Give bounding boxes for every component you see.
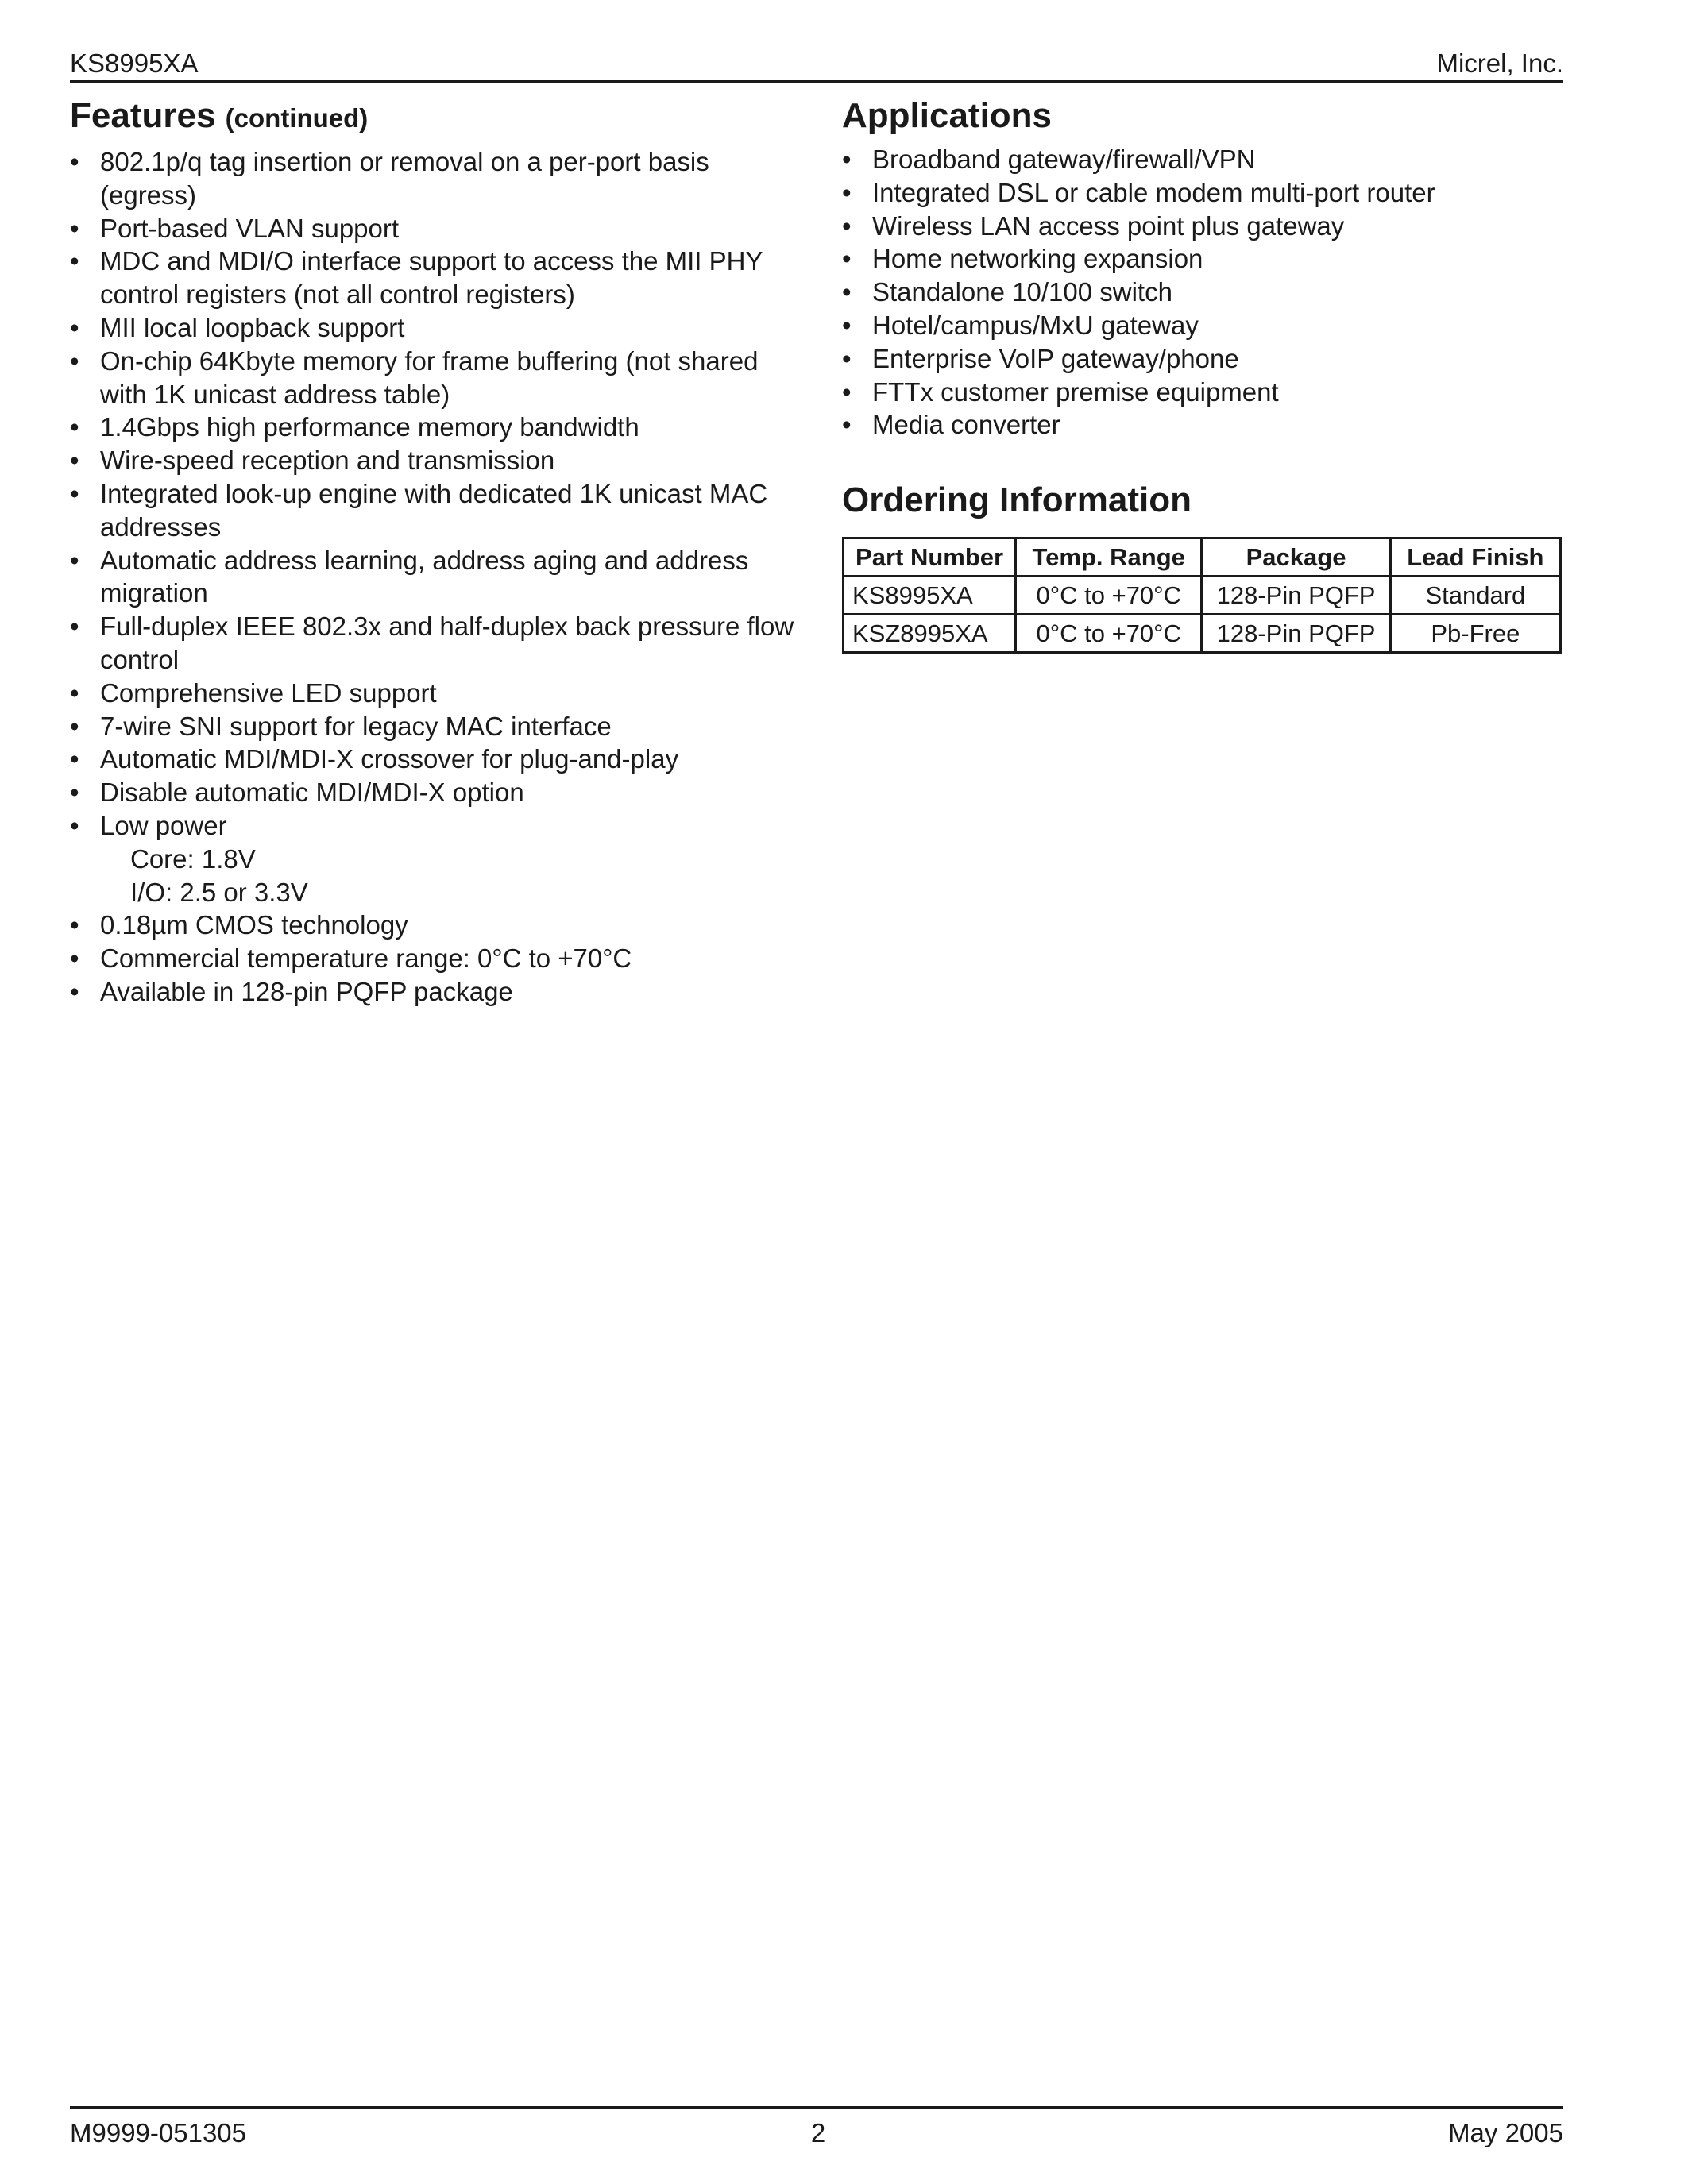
feature-item: • Automatic MDI/MDI-X crossover for plug-and-play	[70, 744, 679, 774]
cell-lead-finish: Pb-Free	[1390, 615, 1560, 653]
features-title: Features	[70, 96, 216, 135]
footer-doc-number: M9999-051305	[70, 2118, 247, 2147]
feature-item: • Integrated look-up engine with dedicated 1K unicast MAC addresses	[70, 478, 768, 542]
features-subtitle: (continued)	[225, 103, 369, 133]
applications-list	[842, 143, 1565, 442]
cell-package: 128-Pin PQFP	[1202, 577, 1390, 615]
cell-part-number: KSZ8995XA	[844, 615, 1016, 653]
feature-item: • Full-duplex IEEE 802.3x and half-duplex back pressure flow control	[70, 612, 794, 674]
low-power-io: I/O: 2.5 or 3.3V	[130, 877, 308, 907]
page-number: 2	[810, 2118, 826, 2147]
features-column	[70, 91, 801, 1009]
header-part-number: KS8995XA	[70, 48, 199, 78]
cell-temp-range: 0°C to +70°C	[1016, 577, 1202, 615]
feature-item: • MII local loopback support	[70, 312, 405, 342]
col-part-number: Part Number	[844, 538, 1016, 577]
cell-lead-finish: Standard	[1390, 577, 1560, 615]
cell-temp-range: 0°C to +70°C	[1016, 615, 1202, 653]
feature-item: • 1.4Gbps high performance memory bandwidth	[70, 412, 639, 442]
cell-part-number: KS8995XA	[844, 577, 1016, 615]
ordering-table	[842, 537, 1562, 654]
col-package: Package	[1202, 538, 1390, 577]
feature-item: • Disable automatic MDI/MDI-X option	[70, 778, 524, 808]
feature-item: • 0.18µm CMOS technology	[70, 910, 408, 940]
applications-column	[842, 91, 1565, 654]
feature-item-low-power: • Low power Core: 1.8V I/O: 2.5 or 3.3V	[70, 809, 801, 909]
features-heading	[70, 91, 801, 144]
application-item: • Enterprise VoIP gateway/phone	[842, 343, 1239, 373]
table-row	[844, 615, 1561, 653]
feature-item: • MDC and MDI/O interface support to access the MII PHY control registers (not all control registers)	[70, 246, 763, 310]
application-item: • Media converter	[842, 410, 1060, 440]
cell-package: 128-Pin PQFP	[1202, 615, 1390, 653]
feature-item: • Automatic address learning, address aging and address migration	[70, 545, 749, 608]
application-item: • FTTx customer premise equipment	[842, 376, 1279, 407]
col-temp-range: Temp. Range	[1016, 538, 1202, 577]
col-lead-finish: Lead Finish	[1390, 538, 1560, 577]
ordering-heading: Ordering Information	[842, 480, 1192, 520]
feature-item: • Port-based VLAN support	[70, 213, 400, 243]
application-item: • Standalone 10/100 switch	[842, 277, 1172, 307]
header-company: Micrel, Inc.	[1436, 48, 1563, 78]
feature-item: • Wire-speed reception and transmission	[70, 446, 555, 476]
feature-item: • 7-wire SNI support for legacy MAC interface	[70, 711, 612, 741]
application-item: • Integrated DSL or cable modem multi-port router	[842, 177, 1435, 207]
table-row	[844, 577, 1561, 615]
features-list	[70, 145, 801, 1009]
application-item: • Wireless LAN access point plus gateway	[842, 210, 1345, 241]
feature-item: • Available in 128-pin PQFP package	[70, 976, 513, 1006]
application-item: • Broadband gateway/firewall/VPN	[842, 145, 1256, 174]
feature-item: • Commercial temperature range: 0°C to +70°C	[70, 943, 632, 974]
low-power-core: Core: 1.8V	[130, 843, 256, 874]
applications-heading: Applications	[842, 96, 1053, 135]
footer-date: May 2005	[1448, 2118, 1563, 2147]
application-item: • Hotel/campus/MxU gateway	[842, 310, 1199, 340]
application-item: • Home networking expansion	[842, 244, 1203, 274]
feature-item: • Comprehensive LED support	[70, 677, 437, 708]
footer-rule	[70, 2106, 1563, 2109]
ordering-header-row	[844, 538, 1561, 577]
feature-item: • 802.1p/q tag insertion or removal on a per-port basis (egress)	[70, 147, 709, 210]
feature-item: • On-chip 64Kbyte memory for frame buffering (not shared with 1K unicast address table)	[70, 345, 759, 409]
header-rule	[70, 80, 1563, 83]
